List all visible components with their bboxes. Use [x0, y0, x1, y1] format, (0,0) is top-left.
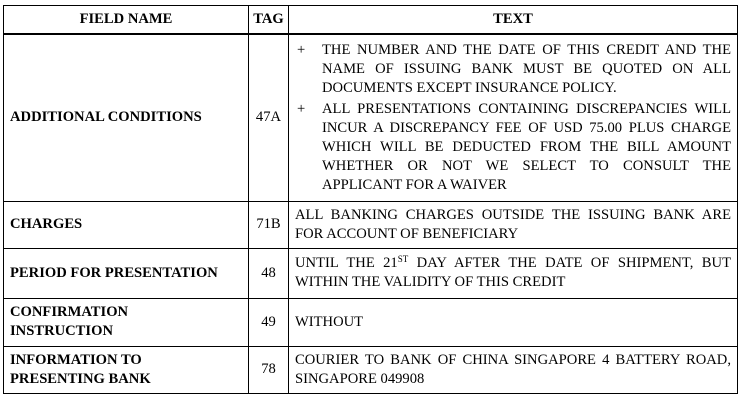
tag-cell: 47A	[249, 34, 289, 201]
field-name-line: PRESENTING BANK	[10, 370, 151, 387]
header-row	[4, 6, 738, 35]
table-row	[4, 201, 738, 248]
tag-cell: 71B	[249, 201, 289, 248]
text-part: DAY AFTER THE DATE OF SHIPMENT, BUT WITHIN THE VALIDITY OF THIS CREDIT	[295, 255, 731, 290]
document-page	[3, 5, 738, 394]
text-cell: WITHOUT	[289, 298, 738, 346]
tag-cell: 48	[249, 248, 289, 298]
header-tag: TAG	[249, 6, 289, 35]
header-field-name: FIELD NAME	[4, 6, 249, 35]
ordinal-suffix: ST	[397, 254, 409, 264]
bullet-item	[295, 41, 731, 98]
table-row	[4, 248, 738, 298]
bullet-text: THE NUMBER AND THE DATE OF THIS CREDIT AND THE NAME OF ISSUING BANK MUST BE QUOTED ON ALL DOCUMENTS EXCEPT INSURANCE POLICY.	[322, 41, 731, 96]
field-name-cell	[4, 298, 249, 346]
table-row	[4, 34, 738, 201]
field-name-line: CONFIRMATION	[10, 304, 129, 320]
field-name-cell	[4, 346, 249, 393]
table-row	[4, 346, 738, 393]
plus-bullet-icon: +	[297, 100, 306, 117]
bullet-text: ALL PRESENTATIONS CONTAINING DISCREPANCIES WILL INCUR A DISCREPANCY FEE OF USD 75.00 PLUS CHARGE WHICH WILL BE DEDUCTED FROM THE BILL AMOUNT WHETHER OR NOT WE SELECT TO CONSULT THE APPLICANT FOR A WAIVER	[322, 100, 731, 193]
text-cell	[289, 248, 738, 298]
text-part: UNTIL THE 21	[295, 255, 398, 271]
text-cell: ALL BANKING CHARGES OUTSIDE THE ISSUING BANK ARE FOR ACCOUNT OF BENEFICIARY	[289, 201, 738, 248]
field-name-cell: ADDITIONAL CONDITIONS	[4, 34, 249, 201]
table-row	[4, 298, 738, 346]
field-name-cell: PERIOD FOR PRESENTATION	[4, 248, 249, 298]
header-text: TEXT	[289, 6, 738, 35]
plus-bullet-icon: +	[297, 41, 306, 58]
field-name-line: INSTRUCTION	[10, 323, 113, 339]
tag-cell: 49	[249, 298, 289, 346]
field-name-line: INFORMATION TO	[10, 351, 142, 368]
text-cell	[289, 34, 738, 201]
tag-cell: 78	[249, 346, 289, 393]
bullet-item	[295, 100, 731, 195]
lc-conditions-table	[3, 5, 738, 394]
field-name-cell: CHARGES	[4, 201, 249, 248]
text-cell: COURIER TO BANK OF CHINA SINGAPORE 4 BATTERY ROAD, SINGAPORE 049908	[289, 346, 738, 393]
